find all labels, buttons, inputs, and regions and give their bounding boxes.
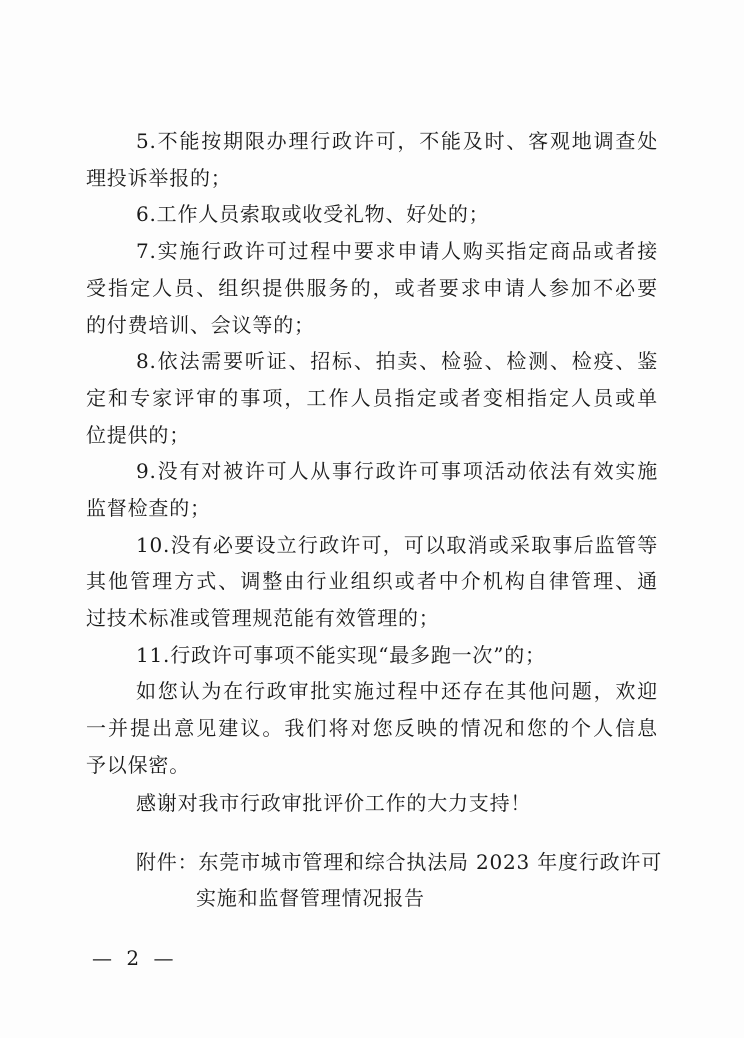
closing-line-3: 予以保密。 — [86, 753, 190, 777]
item-10-line-2: 其他管理方式、调整由行业组织或者中介机构自律管理、通 — [86, 569, 658, 593]
thanks-line: 感谢对我市行政审批评价工作的大力支持！ — [136, 791, 532, 815]
item-11-line-1: 11.行政许可事项不能实现“最多跑一次”的； — [136, 643, 546, 667]
item-10-line-1: 10.没有必要设立行政许可，可以取消或采取事后监管等 — [136, 533, 658, 557]
attachment-line-2: 实施和监督管理情况报告 — [196, 886, 425, 910]
item-9-line-1: 9.没有对被许可人从事行政许可事项活动依法有效实施 — [136, 459, 658, 483]
closing-line-1: 如您认为在行政审批实施过程中还存在其他问题，欢迎 — [136, 679, 658, 703]
item-10-line-3: 过技术标准或管理规范能有效管理的； — [86, 606, 440, 630]
item-7-line-3: 的付费培训、会议等的； — [86, 313, 315, 337]
item-8-line-2: 定和专家评审的事项，工作人员指定或者变相指定人员或单 — [86, 386, 658, 410]
item-8-line-1: 8.依法需要听证、招标、拍卖、检验、检测、检疫、鉴 — [136, 349, 658, 373]
item-8-line-3: 位提供的； — [86, 423, 190, 447]
item-5-line-2: 理投诉举报的； — [86, 166, 232, 190]
closing-line-2: 一并提出意见建议。我们将对您反映的情况和您的个人信息 — [86, 716, 658, 740]
item-7-line-2: 受指定人员、组织提供服务的，或者要求申请人参加不必要 — [86, 276, 658, 300]
attachment-line-1: 附件：东莞市城市管理和综合执法局 2023 年度行政许可 — [136, 850, 663, 874]
item-9-line-2: 监督检查的； — [86, 496, 211, 520]
item-5-line-1: 5.不能按期限办理行政许可，不能及时、客观地调查处 — [136, 129, 658, 153]
item-6-line-1: 6.工作人员索取或收受礼物、好处的； — [136, 202, 490, 226]
item-7-line-1: 7.实施行政许可过程中要求申请人购买指定商品或者接 — [136, 239, 658, 263]
page-number: — 2 — — [92, 946, 178, 970]
